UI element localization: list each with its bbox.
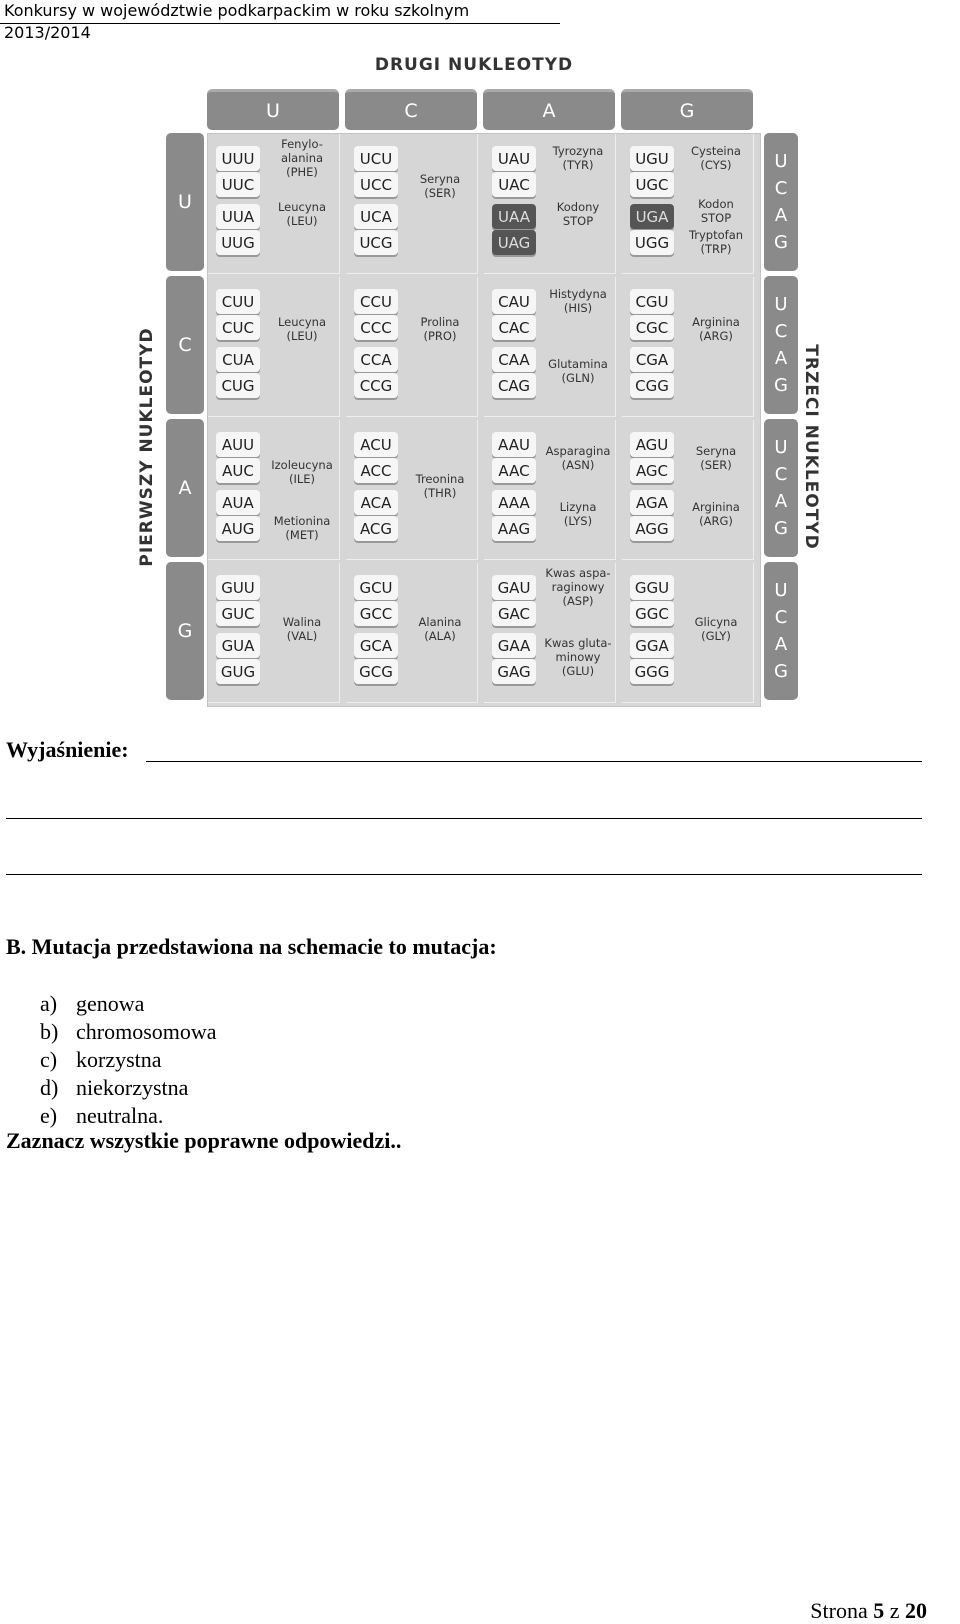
third-nucleotide-group [764, 419, 798, 557]
third-nucleotide-a: A [774, 205, 788, 226]
codon: UCG [354, 230, 398, 255]
codon: AUU [216, 432, 260, 457]
footer-page: 5 [873, 1598, 885, 1623]
codon-cell [346, 563, 478, 703]
codon: AUA [216, 490, 260, 515]
codon: UCA [354, 204, 398, 229]
codon: GAC [492, 601, 536, 626]
codon: UAU [492, 146, 536, 171]
first-nucleotide-g: G [166, 562, 204, 700]
amino-acid-label: Seryna (SER) [419, 172, 461, 200]
option-letter: c) [40, 1047, 58, 1072]
first-nucleotide-c: C [166, 276, 204, 414]
codon: CCA [354, 347, 398, 372]
codon-grid [207, 133, 761, 707]
codon: AGU [630, 432, 674, 457]
third-nucleotide-a: A [774, 634, 788, 655]
explanation-label: Wyjaśnienie: [6, 737, 129, 762]
amino-acid-label: Alanina (ALA) [418, 615, 462, 643]
codon: AUC [216, 458, 260, 483]
second-nucleotide-a: A [483, 89, 615, 130]
footer-sep: z [889, 1598, 900, 1623]
codon: GGA [630, 633, 674, 658]
codon: CUU [216, 289, 260, 314]
option-text: neutralna. [76, 1103, 164, 1128]
codon-cell [622, 420, 754, 560]
third-nucleotide-a: A [774, 491, 788, 512]
amino-acid-label: Tryptofan (TRP) [688, 228, 744, 256]
codon: AAC [492, 458, 536, 483]
third-nucleotide-group [764, 276, 798, 414]
codon: UGU [630, 146, 674, 171]
codon: UGC [630, 172, 674, 197]
codon: ACC [354, 458, 398, 483]
codon: CCG [354, 373, 398, 398]
amino-acid-label: Kwas gluta- minowy (GLU) [544, 636, 612, 678]
document-header: Konkursy w województwie podkarpackim w roku szkolnym 2013/2014 [0, 0, 560, 24]
codon: CAU [492, 289, 536, 314]
third-nucleotide-label: TRZECI NUKLEOTYD [801, 344, 821, 550]
option-letter: a) [40, 991, 58, 1016]
codon: AAU [492, 432, 536, 457]
codon-cell [208, 134, 340, 274]
codon: UGA [630, 204, 674, 229]
codon: UGG [630, 230, 674, 255]
codon: CGU [630, 289, 674, 314]
third-nucleotide-c: C [774, 321, 788, 342]
option-text: genowa [76, 991, 145, 1016]
codon-cell [484, 134, 616, 274]
option-text: korzystna [76, 1047, 162, 1072]
codon-cell [484, 420, 616, 560]
second-nucleotide-u: U [207, 89, 339, 130]
amino-acid-label: Metionina (MET) [273, 514, 331, 542]
amino-acid-label: Fenylo- alanina (PHE) [280, 137, 324, 179]
third-nucleotide-group [764, 133, 798, 271]
third-nucleotide-g: G [774, 661, 788, 682]
codon-cell [346, 277, 478, 417]
codon-cell [622, 277, 754, 417]
codon: UUA [216, 204, 260, 229]
codon: GAA [492, 633, 536, 658]
codon: UAG [492, 230, 536, 255]
footer-prefix: Strona [810, 1598, 868, 1623]
amino-acid-label: Glutamina (GLN) [548, 357, 608, 385]
first-nucleotide-u: U [166, 133, 204, 271]
codon: AGG [630, 516, 674, 541]
codon-cell [208, 563, 340, 703]
option-a[interactable] [40, 990, 217, 1018]
amino-acid-label: Prolina (PRO) [420, 315, 460, 343]
codon: ACG [354, 516, 398, 541]
codon: GAG [492, 659, 536, 684]
codon: UCC [354, 172, 398, 197]
codon: CAG [492, 373, 536, 398]
codon: CUA [216, 347, 260, 372]
amino-acid-label: Leucyna (LEU) [277, 200, 327, 228]
option-letter: e) [40, 1103, 58, 1128]
codon-cell [346, 134, 478, 274]
option-letter: d) [40, 1075, 59, 1100]
option-text: niekorzystna [76, 1075, 189, 1100]
codon: CCC [354, 315, 398, 340]
codon: AGA [630, 490, 674, 515]
codon: CGA [630, 347, 674, 372]
codon: UUG [216, 230, 260, 255]
amino-acid-label: Walina (VAL) [282, 615, 322, 643]
amino-acid-label: Histydyna (HIS) [549, 287, 607, 315]
codon: GAU [492, 575, 536, 600]
amino-acid-label: Kwas aspa- raginowy (ASP) [545, 566, 611, 608]
amino-acid-label: Kodony STOP [556, 200, 600, 228]
third-nucleotide-u: U [774, 580, 788, 601]
amino-acid-label: Kodon STOP [698, 197, 734, 226]
codon: ACU [354, 432, 398, 457]
codon: GGG [630, 659, 674, 684]
first-nucleotide-a: A [166, 419, 204, 557]
amino-acid-label: Arginina (ARG) [692, 500, 740, 528]
option-c[interactable] [40, 1046, 217, 1074]
amino-acid-label: Asparagina (ASN) [545, 444, 611, 472]
codon-cell [346, 420, 478, 560]
third-nucleotide-c: C [774, 607, 788, 628]
codon: GCC [354, 601, 398, 626]
first-nucleotide-label: PIERWSZY NUKLEOTYD [137, 327, 157, 567]
third-nucleotide-group [764, 562, 798, 700]
codon: CUG [216, 373, 260, 398]
codon: GCG [354, 659, 398, 684]
third-nucleotide-a: A [774, 348, 788, 369]
page-footer [810, 1598, 927, 1624]
answer-line-3[interactable] [6, 874, 922, 875]
third-nucleotide-g: G [774, 375, 788, 396]
third-nucleotide-g: G [774, 518, 788, 539]
answer-line-2[interactable] [6, 818, 922, 819]
codon: GCU [354, 575, 398, 600]
question-b: B. Mutacja przedstawiona na schemacie to mutacja: [6, 934, 497, 959]
third-nucleotide-u: U [774, 294, 788, 315]
codon: AAG [492, 516, 536, 541]
codon: AUG [216, 516, 260, 541]
option-text: chromosomowa [76, 1019, 217, 1044]
footer-total: 20 [905, 1598, 927, 1623]
codon: GUG [216, 659, 260, 684]
answer-options [40, 990, 217, 1130]
codon: UUU [216, 146, 260, 171]
table-title: DRUGI NUKLEOTYD [374, 55, 574, 75]
amino-acid-label: Izoleucyna (ILE) [271, 458, 333, 486]
codon: CAA [492, 347, 536, 372]
instruction: Zaznacz wszystkie poprawne odpowiedzi.. [6, 1128, 402, 1153]
second-nucleotide-g: G [621, 89, 753, 130]
answer-line-1[interactable] [146, 761, 922, 762]
codon: UCU [354, 146, 398, 171]
codon-cell [622, 134, 754, 274]
second-nucleotide-c: C [345, 89, 477, 130]
codon: GGC [630, 601, 674, 626]
amino-acid-label: Tyrozyna (TYR) [552, 144, 604, 172]
codon: GCA [354, 633, 398, 658]
amino-acid-label: Cysteina (CYS) [691, 144, 741, 172]
third-nucleotide-u: U [774, 437, 788, 458]
third-nucleotide-c: C [774, 464, 788, 485]
codon: GUC [216, 601, 260, 626]
amino-acid-label: Lizyna (LYS) [559, 500, 597, 528]
amino-acid-label: Treonina (THR) [415, 472, 465, 500]
third-nucleotide-c: C [774, 178, 788, 199]
codon: CGC [630, 315, 674, 340]
third-nucleotide-g: G [774, 232, 788, 253]
codon-cell [622, 563, 754, 703]
third-nucleotide-u: U [774, 151, 788, 172]
codon: UUC [216, 172, 260, 197]
codon: AGC [630, 458, 674, 483]
codon-cell [208, 420, 340, 560]
option-letter: b) [40, 1019, 59, 1044]
codon: AAA [492, 490, 536, 515]
amino-acid-label: Seryna (SER) [695, 444, 737, 472]
amino-acid-label: Leucyna (LEU) [277, 315, 327, 343]
codon: CCU [354, 289, 398, 314]
codon: CGG [630, 373, 674, 398]
option-b[interactable] [40, 1018, 217, 1046]
codon: UAA [492, 204, 536, 229]
genetic-code-table [137, 45, 821, 725]
amino-acid-label: Arginina (ARG) [692, 315, 740, 343]
codon: GUA [216, 633, 260, 658]
option-d[interactable] [40, 1074, 217, 1102]
codon: GUU [216, 575, 260, 600]
codon-cell [484, 563, 616, 703]
option-e[interactable] [40, 1102, 217, 1130]
codon-cell [484, 277, 616, 417]
codon: CUC [216, 315, 260, 340]
amino-acid-label: Glicyna (GLY) [694, 615, 738, 643]
codon: CAC [492, 315, 536, 340]
codon: GGU [630, 575, 674, 600]
codon: ACA [354, 490, 398, 515]
codon: UAC [492, 172, 536, 197]
codon-cell [208, 277, 340, 417]
